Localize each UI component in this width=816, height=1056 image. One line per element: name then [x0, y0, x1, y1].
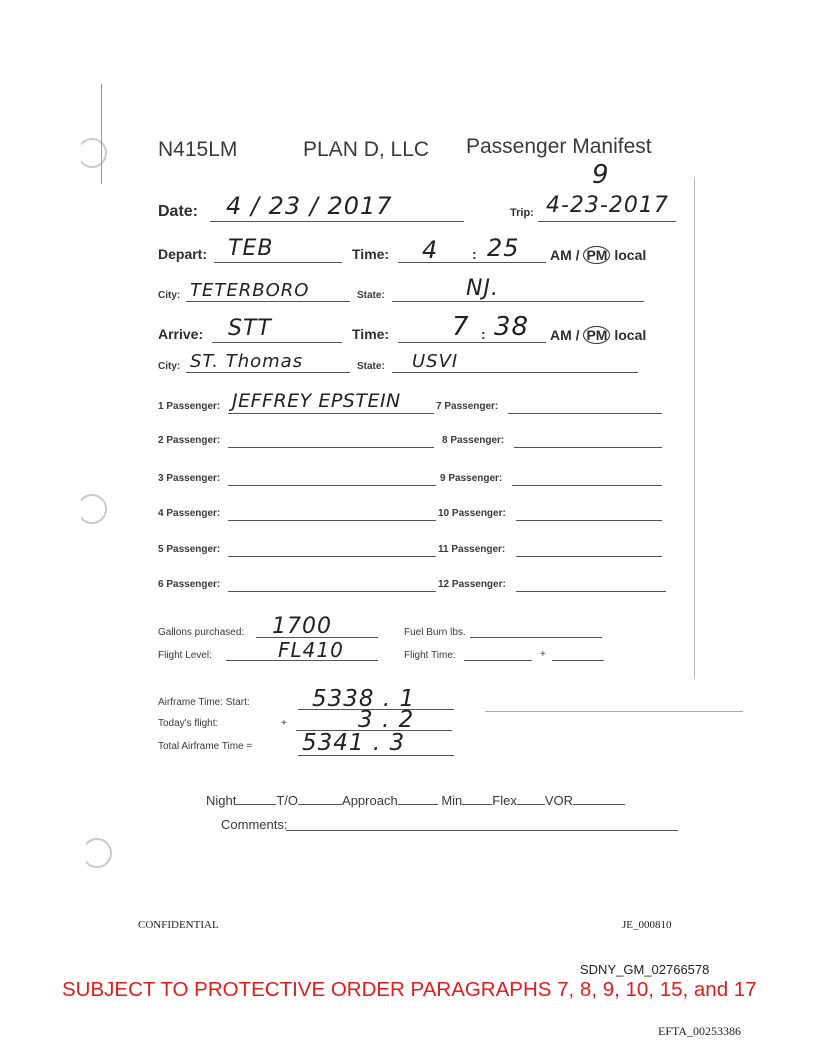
gallons-label: Gallons purchased:: [158, 627, 245, 638]
passenger-1-name: JEFFREY EPSTEIN: [232, 390, 401, 412]
trip-label: Trip:: [510, 207, 534, 219]
vor-label: VOR: [544, 793, 573, 808]
pm-circled: PM: [583, 326, 610, 344]
binder-hole-bottom: [82, 838, 112, 868]
depart-state-line: [392, 301, 644, 302]
approach-label: Approach: [342, 793, 398, 808]
passenger-9-label: 9 Passenger:: [440, 473, 503, 484]
local-label: local: [614, 247, 647, 263]
airframe-start-value: 5338 . 1: [312, 686, 416, 712]
depart-value: TEB: [228, 236, 274, 261]
passenger-2-label: 2 Passenger:: [158, 435, 221, 446]
depart-city-label: City:: [158, 290, 181, 301]
flight-level-value: FL410: [278, 638, 344, 662]
arrive-time-label: Time:: [352, 326, 390, 342]
total-airframe-label: Total Airframe Time =: [158, 741, 253, 752]
flex-label: Flex: [492, 793, 517, 808]
depart-state-label: State:: [357, 290, 385, 301]
arrive-time-minute: 38: [494, 312, 530, 342]
depart-city-value: TETERBORO: [190, 280, 310, 301]
binder-hole-middle: [77, 494, 107, 524]
passenger-7-label: 7 Passenger:: [436, 401, 499, 412]
fuel-burn-line: [470, 637, 602, 638]
todays-flight-label: Today's flight:: [158, 718, 219, 729]
page-number-handwritten: 9: [592, 160, 610, 190]
arrive-line: [212, 342, 342, 343]
total-airframe-value: 5341 . 3: [302, 730, 406, 756]
flight-time-line-2: [552, 660, 604, 661]
passenger-12-label: 12 Passenger:: [438, 579, 506, 590]
gallons-value: 1700: [272, 614, 332, 639]
passenger-1-label: 1 Passenger:: [158, 401, 221, 412]
scan-line-right: [485, 711, 743, 712]
airframe-start-label: Airframe Time: Start:: [158, 697, 250, 708]
passenger-8-label: 8 Passenger:: [442, 435, 505, 446]
depart-time-line: [398, 262, 546, 263]
arrive-state-line: [392, 372, 638, 373]
min-label: Min: [441, 793, 463, 808]
am-label: AM /: [550, 247, 580, 263]
todays-flight-value: 3 . 2: [358, 707, 415, 733]
arrive-time-colon: :: [481, 326, 486, 342]
efta-bates-number: EFTA_00253386: [658, 1024, 742, 1038]
depart-time-label: Time:: [352, 246, 390, 262]
trip-line: [538, 221, 676, 222]
date-line: [210, 221, 464, 222]
trip-value: 4-23-2017: [546, 193, 669, 218]
depart-label: Depart:: [158, 246, 208, 262]
company-name: PLAN D, LLC: [303, 138, 430, 161]
arrive-time-line: [398, 342, 546, 343]
passenger-4-label: 4 Passenger:: [158, 508, 221, 519]
approach-row: [206, 793, 625, 808]
flight-time-label: Flight Time:: [404, 650, 456, 661]
passenger-6-label: 6 Passenger:: [158, 579, 221, 590]
passenger-11-label: 11 Passenger:: [438, 544, 506, 555]
form-title: Passenger Manifest: [466, 135, 652, 158]
local-label: local: [614, 327, 647, 343]
passenger-10-label: 10 Passenger:: [438, 508, 506, 519]
depart-state-value: NJ.: [466, 276, 499, 301]
todays-flight-plus: +: [281, 718, 287, 729]
protective-order-notice: SUBJECT TO PROTECTIVE ORDER PARAGRAPHS 7, 8, 9, 10, 15, and 17: [62, 978, 757, 1001]
arrive-label: Arrive:: [158, 326, 204, 342]
comments-label: Comments:: [221, 817, 288, 832]
depart-time-hour: 4: [422, 236, 439, 264]
arrive-time-hour: 7: [452, 312, 470, 342]
to-label: T/O: [276, 793, 299, 808]
passenger-3-label: 3 Passenger:: [158, 473, 221, 484]
depart-line: [214, 262, 342, 263]
arrive-state-value: USVI: [412, 351, 459, 372]
pm-circled: PM: [583, 246, 610, 264]
arrive-value: STT: [228, 316, 272, 341]
arrive-city-value: ST. Thomas: [190, 351, 304, 372]
depart-time-minute: 25: [487, 234, 520, 262]
binder-hole-top: [77, 138, 107, 168]
depart-city-line: [186, 301, 350, 302]
passenger-5-label: 5 Passenger:: [158, 544, 221, 555]
sdny-bates-number: SDNY_GM_02766578: [580, 962, 710, 977]
arrive-city-label: City:: [158, 361, 181, 372]
flight-time-plus: +: [540, 649, 546, 660]
night-label: Night: [206, 793, 237, 808]
tail-number: N415LM: [158, 138, 238, 161]
date-label: Date:: [158, 203, 199, 220]
je-bates-number: JE_000810: [622, 919, 672, 931]
am-label: AM /: [550, 327, 580, 343]
scan-edge-line: [101, 84, 102, 184]
depart-time-colon: :: [472, 246, 477, 262]
arrive-city-line: [186, 372, 350, 373]
page-right-edge: [694, 178, 695, 678]
depart-ampm: [550, 246, 646, 264]
arrive-state-label: State:: [357, 361, 385, 372]
flight-time-line-1: [464, 660, 532, 661]
date-value: 4 / 23 / 2017: [226, 192, 393, 220]
arrive-ampm: [550, 326, 646, 344]
fuel-burn-label: Fuel Burn lbs.: [404, 627, 466, 638]
flight-level-label: Flight Level:: [158, 650, 212, 661]
confidential-stamp: CONFIDENTIAL: [138, 919, 219, 931]
comments-line: [286, 830, 678, 831]
